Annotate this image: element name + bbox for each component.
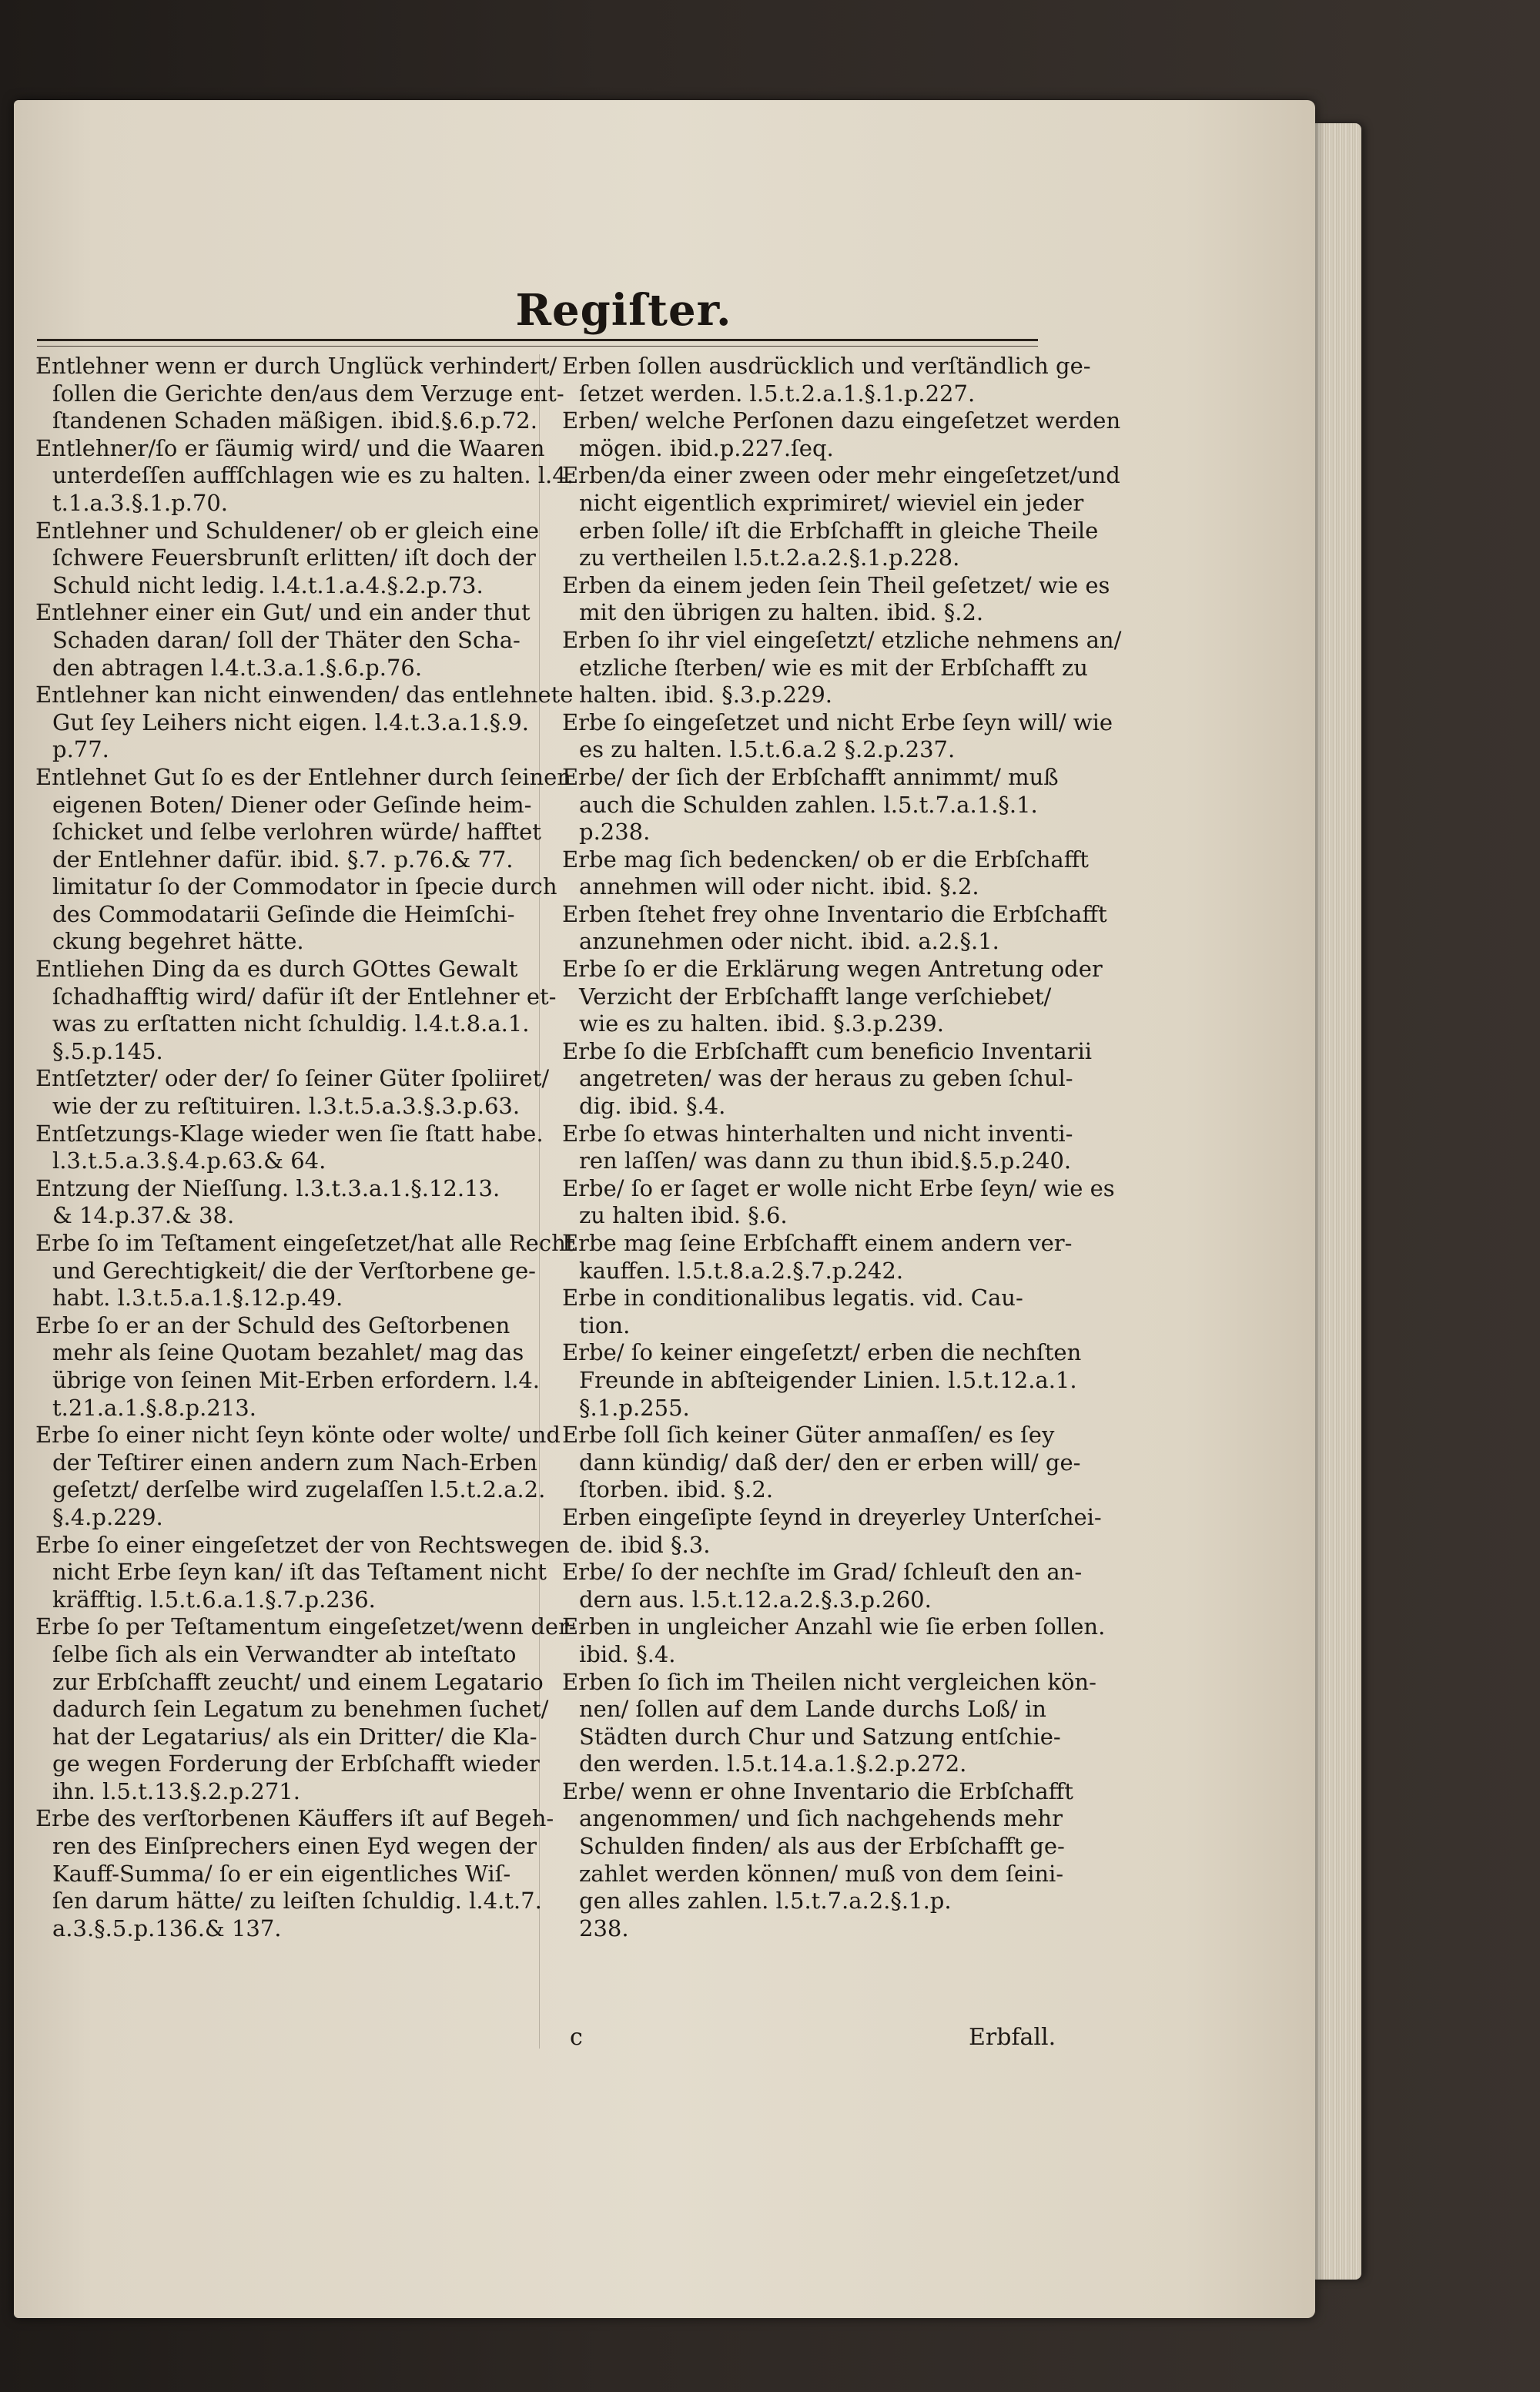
index-entry-continuation: annehmen will oder nicht. ibid. §.2. [579,873,979,900]
signature-mark: c [570,2024,583,2051]
index-entry-continuation: es zu halten. l.5.t.6.a.2 §.2.p.237. [579,736,956,763]
index-entry-continuation: dann kündig/ daß der/ den er erben will/ ge- [579,1449,1081,1476]
index-entry: Erbe/ wenn er ohne Inventario die Erbſchafft [562,1777,1073,1804]
index-entry-continuation: Schuld nicht ledig. l.4.t.1.a.4.§.2.p.73. [52,571,484,598]
page-stack-edge [1315,123,1361,2280]
index-entry-continuation: 238. [579,1915,629,1941]
right-column [562,353,1122,1942]
index-entry-continuation: ge wegen Forderung der Erbſchafft wieder [52,1750,540,1777]
index-entry-continuation: ſetzet werden. l.5.t.2.a.1.§.1.p.227. [579,380,976,407]
index-entry-continuation: eigenen Boten/ Diener oder Geſinde heim- [52,791,532,818]
index-entry-continuation: den abtragen l.4.t.3.a.1.§.6.p.76. [52,654,423,681]
index-entry-continuation: etzliche ſterben/ wie es mit der Erbſchafft zu [579,654,1088,681]
index-entry-continuation: t.1.a.3.§.1.p.70. [52,489,229,516]
index-entry-continuation: Schulden finden/ als aus der Erbſchafft ge- [579,1833,1065,1860]
index-entry: Erbe/ ſo der nechſte im Grad/ ſchleuſt den an- [562,1559,1083,1586]
index-entry-continuation: ſen darum hätte/ zu leiſten ſchuldig. l.4.t.7. [52,1888,542,1915]
index-entry: Erbe ſo per Teſtamentum eingeſetzet/wenn der- [35,1613,577,1640]
index-entry: Entſetzter/ oder der/ ſo ſeiner Güter ſpoliiret/ [35,1065,550,1092]
index-entry-continuation: angenommen/ und ſich nachgehends mehr [579,1805,1063,1832]
index-entry-continuation: ſollen die Gerichte den/aus dem Verzuge ent- [52,380,564,407]
index-entry-continuation: ihn. l.5.t.13.§.2.p.271. [52,1777,300,1804]
index-entry-continuation: übrige von ſeinen Mit-Erben erfordern. l.4. [52,1366,540,1393]
index-entry-continuation: tion. [579,1312,631,1338]
index-entry: Erbe/ der ſich der Erbſchafft annimmt/ muß [562,763,1059,790]
index-entry: Erbe mag ſich bedencken/ ob er die Erbſchafft [562,846,1089,873]
index-entry: Entlehner/ſo er ſäumig wird/ und die Waaren [35,434,545,461]
page-title: Regiſter. [515,285,732,336]
index-entry: Erbe/ ſo keiner eingeſetzt/ erben die nechſten [562,1339,1082,1366]
index-entry: Erben in ungleicher Anzahl wie ſie erben ſollen. [562,1613,1106,1640]
index-entry-continuation: & 14.p.37.& 38. [52,1202,235,1229]
index-entry: Entſetzungs-Klage wieder wen ſie ſtatt habe. [35,1120,544,1147]
index-entry-continuation: de. ibid §.3. [579,1531,711,1558]
index-entry-continuation: zu halten ibid. §.6. [579,1202,788,1229]
index-entry: Erbe mag ſeine Erbſchafft einem andern ver- [562,1230,1073,1256]
index-entry-continuation: wie der zu reſtituiren. l.3.t.5.a.3.§.3.p.63. [52,1093,521,1120]
index-entry-continuation: §.5.p.145. [52,1037,163,1064]
index-entry: Erbe ſo die Erbſchafft cum beneficio Inventarii [562,1037,1093,1064]
index-entry: Entliehen Ding da es durch GOttes Gewalt [35,956,518,983]
index-entry-continuation: ſchwere Feuersbrunſt erlitten/ iſt doch der [52,544,536,571]
index-entry: Erben ſo ihr viel eingeſetzt/ etzliche nehmens an/ [562,626,1122,653]
index-entry-continuation: ren des Einſprechers einen Eyd wegen der [52,1833,537,1860]
index-entry-continuation: Kauff-Summa/ ſo er ein eigentliches Wiſ- [52,1860,511,1887]
header-rule [37,339,1038,341]
index-entry-continuation: wie es zu halten. ibid. §.3.p.239. [579,1010,944,1037]
index-entry-continuation: Freunde in abſteigender Linien. l.5.t.12.a.1. [579,1366,1077,1393]
index-entry-continuation: was zu erſtatten nicht ſchuldig. l.4.t.8.a.1. [52,1010,530,1037]
index-entry-continuation: auch die Schulden zahlen. l.5.t.7.a.1.§.1. [579,791,1038,818]
index-entry-continuation: mehr als ſeine Quotam bezahlet/ mag das [52,1339,524,1366]
index-entry: Erben ſtehet frey ohne Inventario die Erbſchafft [562,900,1107,927]
index-entry-continuation: nen/ ſollen auf dem Lande durchs Loß/ in [579,1696,1046,1723]
header-rule-thin [37,346,1038,347]
index-entry: Erbe ſo er an der Schuld des Geſtorbenen [35,1312,511,1338]
index-entry-continuation: l.3.t.5.a.3.§.4.p.63.& 64. [52,1147,326,1174]
index-entry-continuation: zur Erbſchafft zeucht/ und einem Legatario [52,1668,544,1695]
index-entry-continuation: Städten durch Chur und Satzung entſchie- [579,1723,1061,1750]
index-entry-continuation: ſelbe ſich als ein Verwandter ab inteſtato [52,1640,517,1667]
index-entry-continuation: §.4.p.229. [52,1503,163,1530]
index-entry: Entlehnet Gut ſo es der Entlehner durch ſeinen [35,763,571,790]
index-entry: Erbe ſo einer eingeſetzet der von Rechtswegen [35,1531,570,1558]
index-entry-continuation: und Gerechtigkeit/ die der Verſtorbene ge- [52,1257,536,1284]
index-entry: Erbe ſo eingeſetzet und nicht Erbe ſeyn will/ wie [562,709,1113,735]
index-entry-continuation: Schaden daran/ ſoll der Thäter den Scha- [52,626,521,653]
index-entry-continuation: ſchadhafftig wird/ dafür iſt der Entlehner et- [52,983,557,1010]
index-entry: Erbe ſo er die Erklärung wegen Antretung oder [562,956,1103,983]
index-entry: Entzung der Nieſſung. l.3.t.3.a.1.§.12.13. [35,1174,500,1201]
index-entry-continuation: hat der Legatarius/ als ein Dritter/ die Kla- [52,1723,537,1750]
index-entry-continuation: Gut ſey Leihers nicht eigen. l.4.t.3.a.1.§.9. [52,709,529,735]
index-entry-continuation: dadurch ſein Legatum zu benehmen ſuchet/ [52,1696,549,1723]
index-entry-continuation: der Teſtirer einen andern zum Nach-Erben [52,1449,537,1476]
index-entry-continuation: a.3.§.5.p.136.& 137. [52,1915,282,1941]
index-entry: Erbe/ ſo er ſaget er wolle nicht Erbe ſeyn/ wie es [562,1174,1115,1201]
index-entry-continuation: mögen. ibid.p.227.ſeq. [579,434,834,461]
index-entry-continuation: t.21.a.1.§.8.p.213. [52,1394,256,1421]
index-entry-continuation: kräfftig. l.5.t.6.a.1.§.7.p.236. [52,1586,376,1613]
index-entry-continuation: zu vertheilen l.5.t.2.a.2.§.1.p.228. [579,544,960,571]
index-entry: Entlehner und Schuldener/ ob er gleich eine [35,517,540,544]
index-entry-continuation: angetreten/ was der heraus zu geben ſchul- [579,1065,1073,1092]
index-entry-continuation: dern aus. l.5.t.12.a.2.§.3.p.260. [579,1586,932,1613]
index-entry-continuation: ibid. §.4. [579,1640,676,1667]
index-entry-continuation: nicht Erbe ſeyn kan/ iſt das Teſtament nicht [52,1559,547,1586]
index-entry-continuation: des Commodatarii Geſinde die Heimſchi- [52,900,515,927]
index-entry-continuation: habt. l.3.t.5.a.1.§.12.p.49. [52,1285,343,1312]
index-entry: Erben ſollen ausdrücklich und verſtändlich ge- [562,353,1091,379]
index-entry-continuation: gen alles zahlen. l.5.t.7.a.2.§.1.p. [579,1888,952,1915]
column-divider [539,354,540,2049]
index-entry-continuation: Verzicht der Erbſchafft lange verſchiebet/ [579,983,1052,1010]
index-entry-continuation: mit den übrigen zu halten. ibid. §.2. [579,599,984,626]
index-entry: Erbe in conditionalibus legatis. vid. Cau- [562,1285,1023,1312]
index-entry-continuation: ſtandenen Schaden mäßigen. ibid.§.6.p.72. [52,407,537,434]
index-entry: Erbe des verſtorbenen Käuffers iſt auf Begeh- [35,1805,554,1832]
index-entry-continuation: ren laſſen/ was dann zu thun ibid.§.5.p.240. [579,1147,1072,1174]
index-entry-continuation: ſchicket und ſelbe verlohren würde/ hafftet [52,819,541,846]
index-entry: Erben/ welche Perſonen dazu eingeſetzet werden [562,407,1121,434]
index-entry-continuation: den werden. l.5.t.14.a.1.§.2.p.272. [579,1750,967,1777]
index-entry: Erben eingeſipte ſeynd in dreyerley Unterſchei- [562,1503,1102,1530]
index-entry: Erbe ſo im Teſtament eingeſetzet/hat alle Recht [35,1230,575,1256]
catchword: Erbfall. [969,2024,1056,2051]
index-entry-continuation: unterdeſſen auffſchlagen wie es zu halten. l.4. [52,462,574,489]
index-entry: Erben/da einer zween oder mehr eingeſetzet/und [562,462,1120,489]
index-entry-continuation: der Entlehner dafür. ibid. §.7. p.76.& 77. [52,846,514,873]
index-entry: Erbe ſo einer nicht ſeyn könte oder wolte/ und [35,1422,561,1449]
index-entry-continuation: nicht eigentlich exprimiret/ wieviel ein jeder [579,489,1084,516]
index-entry-continuation: limitatur ſo der Commodator in ſpecie durch [52,873,557,900]
index-entry-continuation: ckung begehret hätte. [52,928,304,955]
index-entry-continuation: p.238. [579,819,651,846]
index-entry: Erbe ſo etwas hinterhalten und nicht inventi- [562,1120,1073,1147]
index-entry-continuation: ſtorben. ibid. §.2. [579,1476,774,1503]
index-entry-continuation: geſetzt/ derſelbe wird zugelaſſen l.5.t.2.a.2. [52,1476,546,1503]
index-entry-continuation: zahlet werden können/ muß von dem ſeini- [579,1860,1064,1887]
index-entry: Entlehner einer ein Gut/ und ein ander thut [35,599,531,626]
index-entry-continuation: p.77. [52,736,109,763]
index-entry: Entlehner wenn er durch Unglück verhindert/ [35,353,557,379]
index-entry-continuation: halten. ibid. §.3.p.229. [579,682,833,709]
index-entry: Erbe ſoll ſich keiner Güter anmaſſen/ es ſey [562,1422,1055,1449]
index-entry: Erben ſo ſich im Theilen nicht vergleichen kön- [562,1668,1096,1695]
index-entry-continuation: kauffen. l.5.t.8.a.2.§.7.p.242. [579,1257,904,1284]
index-entry-continuation: dig. ibid. §.4. [579,1093,726,1120]
left-column [35,353,577,1942]
index-entry: Erben da einem jeden ſein Theil geſetzet/ wie es [562,571,1110,598]
index-entry: Entlehner kan nicht einwenden/ das entlehnete [35,682,574,709]
index-entry-continuation: anzunehmen oder nicht. ibid. a.2.§.1. [579,928,999,955]
index-entry-continuation: erben ſolle/ iſt die Erbſchafft in gleiche Theile [579,517,1099,544]
index-entry-continuation: §.1.p.255. [579,1394,690,1421]
